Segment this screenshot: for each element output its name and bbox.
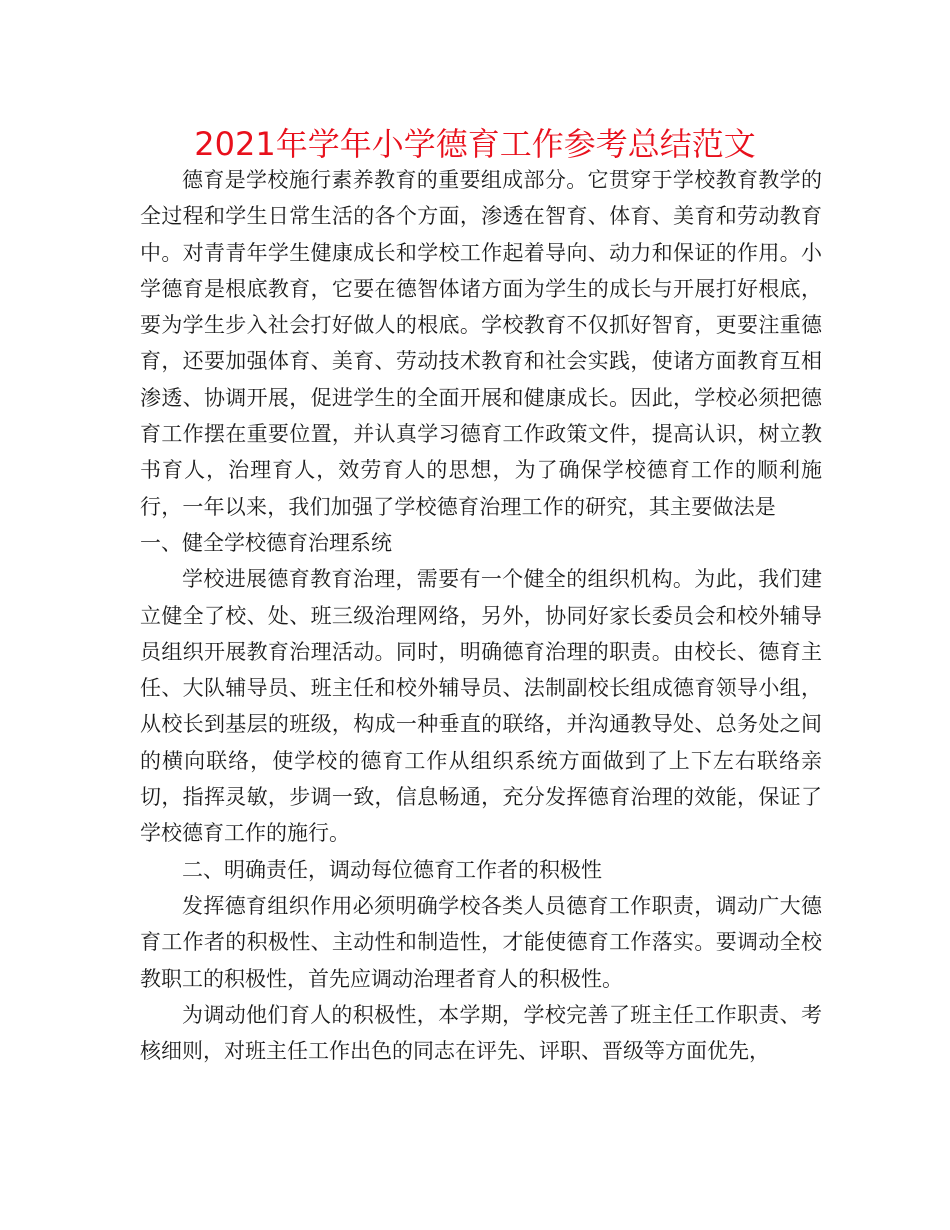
paragraph-responsibility: 发挥德育组织作用必须明确学校各类人员德育工作职责，调动广大德育工作者的积极性、主动性和制造性，才能使德育工作落实。要调动全校教职工的积极性，首先应调动治理者育人的积极性。	[140, 893, 822, 991]
document-body	[140, 162, 822, 1069]
section-heading-1: 一、健全学校德育治理系统	[140, 530, 392, 555]
paragraph-intro-text: 德育是学校施行素养教育的重要组成部分。它贯穿于学校教育教学的全过程和学生日常生活的各个方面，渗透在智育、体育、美育和劳动教育中。对青青年学生健康成长和学校工作起着导向、动力和保证的作用。小学德育是根底教育，它要在德智体诸方面为学生的成长与开展打好根底，要为学生步入社会打好做人的根底。学校教育不仅抓好智育，更要注重德育，还要加强体育、美育、劳动技术教育和社会实践，使诸方面教育互相渗透、协调开展，促进学生的全面开展和健康成长。因此，学校必须把德育工作摆在重要位置，并认真学习德育工作政策文件，提高认识，树立教书育人，治理育人，效劳育人的思想，为了确保学校德育工作的顺利施行，一年以来，我们加强了学校德育治理工作的研究，其主要做法是	[140, 168, 822, 519]
paragraph-motivation: 为调动他们育人的积极性，本学期，学校完善了班主任工作职责、考核细则，对班主任工作出色的同志在评先、评职、晋级等方面优先，	[140, 1002, 822, 1064]
paragraph-intro	[140, 162, 822, 561]
paragraph-organization: 学校进展德育教育治理，需要有一个健全的组织机构。为此，我们建立健全了校、处、班三级治理网络，另外，协同好家长委员会和校外辅导员组织开展教育治理活动。同时，明确德育治理的职责。由校长、德育主任、大队辅导员、班主任和校外辅导员、法制副校长组成德育领导小组，从校长到基层的班级，构成一种垂直的联络，并沟通教导处、总务处之间的横向联络，使学校的德育工作从组织系统方面做到了上下左右联络亲切，指挥灵敏，步调一致，信息畅通，充分发挥德育治理的效能，保证了学校德育工作的施行。	[140, 567, 822, 846]
document-title: 2021年学年小学德育工作参考总结范文	[194, 125, 756, 163]
section-heading-2: 二、明确责任，调动每位德育工作者的积极性	[182, 857, 602, 882]
